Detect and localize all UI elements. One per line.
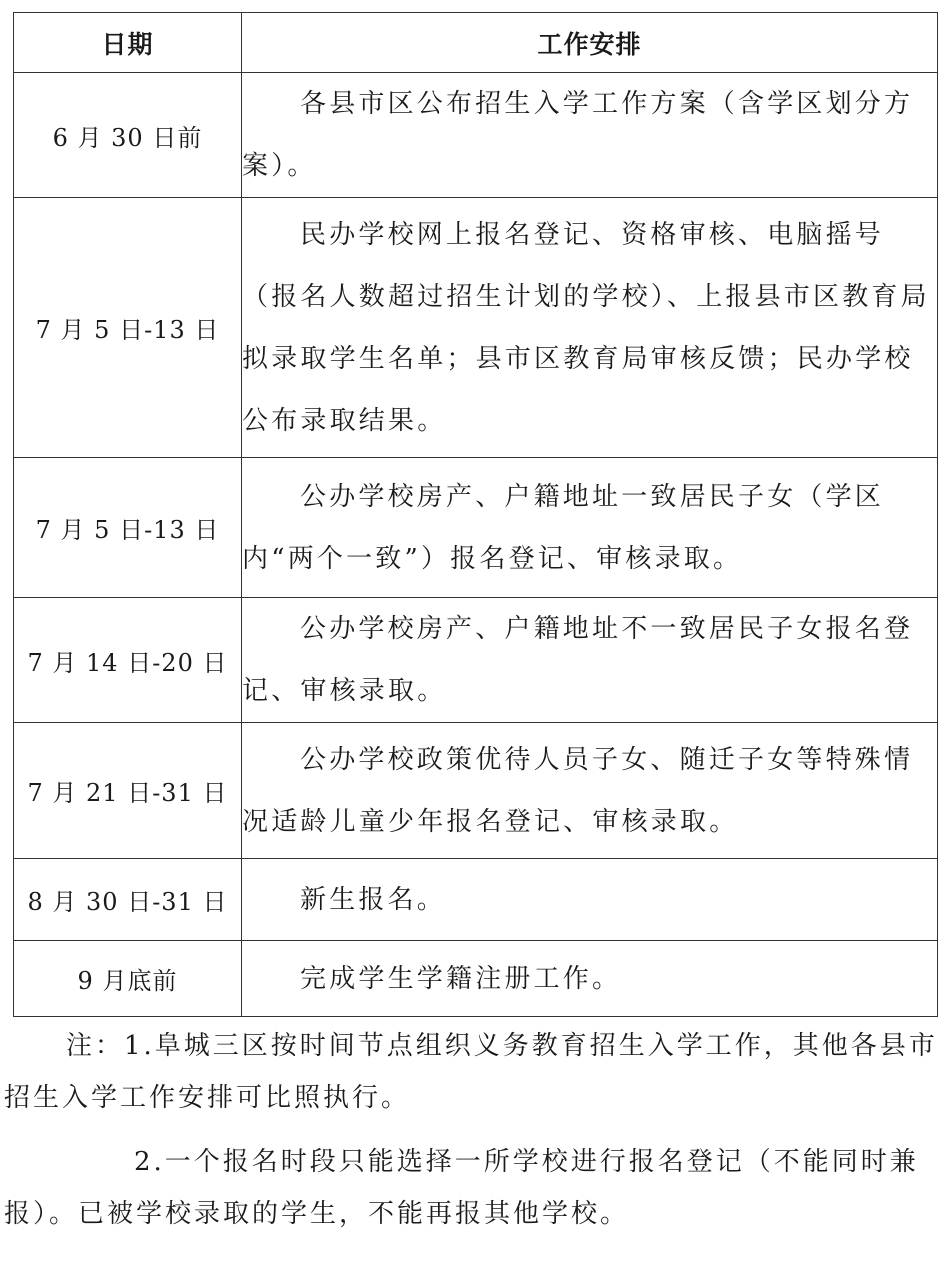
header-date: 日期 xyxy=(14,13,242,73)
table-row xyxy=(14,941,938,1017)
table-row xyxy=(14,198,938,458)
note-1: 注：1.阜城三区按时间节点组织义务教育招生入学工作，其他各县市招生入学工作安排可比照执行。 xyxy=(4,1031,938,1113)
table-row xyxy=(14,598,938,723)
row-date: 7 月 5 日-13 日 xyxy=(14,198,242,458)
row-task: 公办学校房产、户籍地址一致居民子女（学区内“两个一致”）报名登记、审核录取。 xyxy=(242,458,938,598)
row-date: 8 月 30 日-31 日 xyxy=(14,859,242,941)
row-task: 公办学校房产、户籍地址不一致居民子女报名登记、审核录取。 xyxy=(242,598,938,723)
row-date: 6 月 30 日前 xyxy=(14,73,242,198)
table-row xyxy=(14,73,938,198)
header-task: 工作安排 xyxy=(242,13,938,73)
row-task: 新生报名。 xyxy=(242,859,938,941)
row-task: 各县市区公布招生入学工作方案（含学区划分方案）。 xyxy=(242,73,938,198)
row-date: 7 月 14 日-20 日 xyxy=(14,598,242,723)
schedule-table xyxy=(13,12,938,1017)
table-header-row xyxy=(14,13,938,73)
notes-section xyxy=(4,1020,944,1240)
row-task: 公办学校政策优待人员子女、随迁子女等特殊情况适龄儿童少年报名登记、审核录取。 xyxy=(242,723,938,859)
table-row xyxy=(14,458,938,598)
row-date: 7 月 5 日-13 日 xyxy=(14,458,242,598)
note-2: 2.一个报名时段只能选择一所学校进行报名登记（不能同时兼报）。已被学校录取的学生，不能再报其他学校。 xyxy=(4,1147,919,1229)
table-row xyxy=(14,859,938,941)
row-date: 9 月底前 xyxy=(14,941,242,1017)
row-date: 7 月 21 日-31 日 xyxy=(14,723,242,859)
table-row xyxy=(14,723,938,859)
row-task: 完成学生学籍注册工作。 xyxy=(242,941,938,1017)
row-task: 民办学校网上报名登记、资格审核、电脑摇号（报名人数超过招生计划的学校）、上报县市区教育局拟录取学生名单；县市区教育局审核反馈；民办学校公布录取结果。 xyxy=(242,198,938,458)
